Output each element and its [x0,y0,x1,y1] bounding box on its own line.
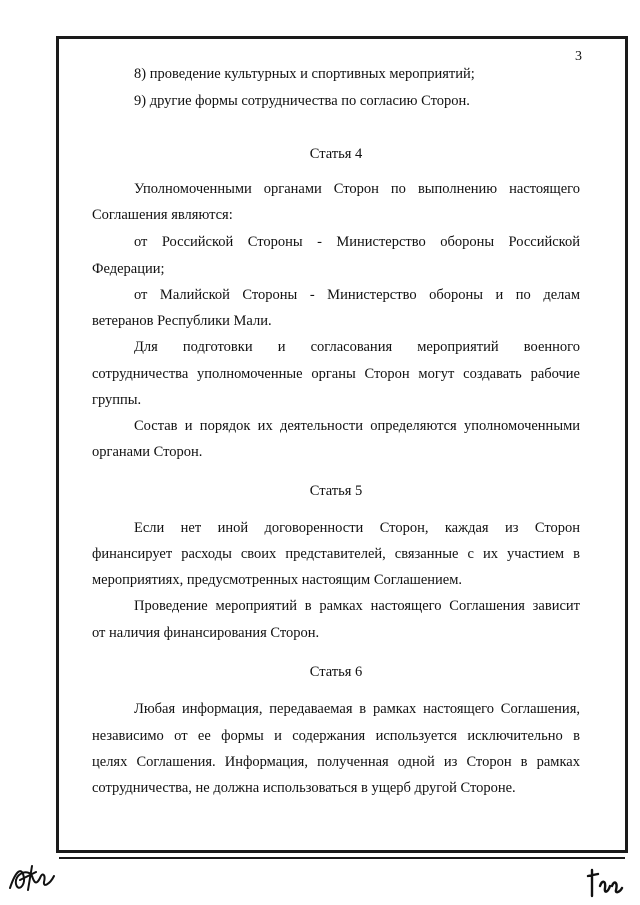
article-4-p4-line1: Для подготовки и согласования мероприятий военного [134,339,580,355]
article-5-p2-line1: Проведение мероприятий в рамках настоящего Соглашения зависит [134,598,580,614]
list-item-8: 8) проведение культурных и спортивных мероприятий; [134,66,475,82]
article-5-p1-line1: Если нет иной договоренности Сторон, каждая из Сторон [134,520,580,536]
article-6-p1-line3: целях Соглашения. Информация, полученная одной из Сторон в рамках [92,754,580,770]
article-5-p2-line2: от наличия финансирования Сторон. [92,625,320,641]
article-4-heading: Статья 4 [309,146,363,162]
article-4-p4-line3: группы. [92,392,142,408]
list-item-9: 9) другие формы сотрудничества по согласию Сторон. [134,93,470,109]
page-number: 3 [575,49,582,64]
article-6-p1-line4: сотрудничества, не должна использоваться в ущерб другой Стороне. [92,780,516,796]
article-4-p5-line1: Состав и порядок их деятельности определяются уполномоченными [134,418,580,434]
article-4-p1-line2: Соглашения являются: [92,207,233,223]
article-4-p2-line1: от Российской Стороны - Министерство обороны Российской [134,234,580,250]
article-6-heading: Статья 6 [309,664,363,680]
article-4-p5-line2: органами Сторон. [92,444,203,460]
article-5-p1-line2: финансирует расходы своих представителей, связанные с их участием в [92,546,580,562]
handwritten-signature-left [6,860,66,900]
article-6-p1-line1: Любая информация, передаваемая в рамках настоящего Соглашения, [134,701,580,717]
article-4-p1-line1: Уполномоченными органами Сторон по выполнению настоящего [134,181,580,197]
article-6-p1-line2: независимо от ее формы и содержания используется исключительно в [92,728,580,744]
handwritten-initials-right [586,866,626,900]
article-4-p3-line1: от Малийской Стороны - Министерство обороны и по делам [134,287,580,303]
article-4-p4-line2: сотрудничества уполномоченные органы Сторон могут создавать рабочие [92,366,580,382]
article-4-p3-line2: ветеранов Республики Мали. [92,313,272,329]
article-5-p1-line3: мероприятиях, предусмотренных настоящим Соглашением. [92,572,463,588]
article-5-heading: Статья 5 [309,483,363,499]
article-4-p2-line2: Федерации; [92,261,165,277]
